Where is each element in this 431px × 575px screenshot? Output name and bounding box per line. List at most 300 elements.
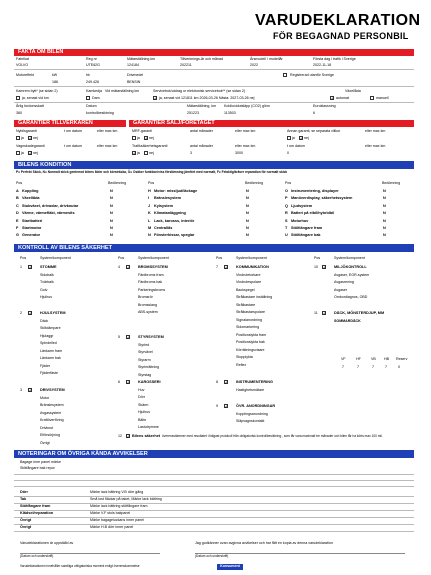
new-car-km-label: eller max km [97, 129, 118, 133]
control-item: Backspegel [236, 287, 255, 292]
tyre-col-vb: VB [371, 357, 376, 361]
control-group-num: 3 [20, 388, 22, 392]
control-item: Bälte [138, 417, 147, 422]
condition-item-label: Motorhuv [291, 218, 309, 223]
control-item: Strålkastare inställning [236, 295, 273, 299]
condition-item-rating: N [246, 233, 249, 238]
facts-label-manuf: Tillverknings-år och månad [180, 57, 224, 61]
control-group-num: 5 [118, 335, 120, 339]
condition-item-label: Centrallås [154, 226, 173, 230]
safety-checkbox[interactable] [126, 434, 130, 438]
control-item: Avgaser, EGR-system [334, 272, 370, 277]
ctrl-sys-1: System/komponent [40, 256, 71, 260]
chain-checkbox[interactable] [86, 96, 90, 100]
condition-item: A [16, 189, 19, 193]
control-item: Länkarm bak [40, 356, 61, 360]
condition-item-rating: N [110, 211, 113, 216]
note-row-label: Dörr [20, 490, 29, 494]
control-group-num: 11 [314, 311, 318, 315]
ctrl-pos-4: Pos [314, 256, 321, 260]
facts-label-odo: Mätarställning km [127, 57, 156, 61]
control-item: Tvärbalk [40, 280, 54, 284]
traffic-no-checkbox[interactable] [144, 151, 148, 155]
safety-num: 12 [118, 434, 122, 438]
condition-item-label: Stubväxel, drivaxlar, drivknutar [22, 203, 79, 208]
control-item: Styrväxel [138, 350, 153, 354]
control-item: SOMMARDÄCK [334, 318, 361, 323]
note-row-divider [14, 496, 414, 497]
facts-label-reg: Reg nr [86, 57, 97, 61]
damage-no-checkbox[interactable] [28, 151, 32, 155]
condition-item-label: Klimatanläggning [154, 211, 186, 216]
control-item: Avgaser [334, 287, 348, 292]
condition-item-rating: N [383, 196, 386, 201]
condition-item-rating: N [246, 211, 249, 216]
belt-yes-checkbox[interactable] [16, 96, 20, 100]
damage-no-label: nej [33, 151, 38, 155]
damage-yes-checkbox[interactable] [16, 151, 20, 155]
control-item: Hjulhus [138, 410, 150, 414]
control-item: Stopplykta [236, 355, 253, 359]
control-item: Kraftöverföring [40, 418, 64, 422]
facts-odo2: 251223 [187, 111, 199, 115]
note-row-divider [14, 524, 414, 525]
other-yes-checkbox[interactable] [287, 136, 291, 140]
control-item: Stötdämpare [40, 326, 61, 330]
mrf-months-label: antal månader [190, 129, 213, 133]
ctrl-sys-4: System/komponent [334, 256, 365, 260]
condition-item-label: Ljudsystem [291, 203, 313, 208]
traffic-no-label: nej [149, 151, 154, 155]
note-row-divider [14, 517, 414, 518]
note-row-label: Övrigt [20, 518, 32, 522]
facts-label-year: Årsmodell / modellår [250, 57, 283, 61]
tyre-hb: 7 [385, 365, 387, 369]
condition-item-label: Instrumentering, displayer [291, 189, 339, 193]
other-no-label: nej [304, 136, 309, 140]
new-car-no-label: nej [33, 136, 38, 140]
facts-label-power: Motoreffekt [16, 73, 34, 77]
condition-item-rating: N [383, 233, 386, 238]
note-row-label: Klädsel/reparation [20, 511, 54, 515]
damage-warranty-label: Vagnskadegaranti [16, 144, 45, 148]
gear-manual-label: manuell [376, 96, 389, 100]
control-group-title: KOMMUNIKATION [236, 265, 269, 269]
control-item: Huv [138, 387, 145, 392]
control-group-title: STYRSYSTEM [138, 335, 164, 339]
document-subtitle: FÖR BEGAGNAD PERSONBIL [273, 31, 409, 41]
control-item: Golv [40, 287, 48, 292]
control-item: Släpvagnskontakt [236, 419, 265, 423]
condition-item-rating: N [383, 211, 386, 216]
control-item: Ombordiagnos, OBD [334, 295, 368, 299]
facts-label-date: Datum [86, 104, 97, 108]
control-item: Färdbroms bak [138, 280, 163, 284]
condition-item-rating: N [246, 218, 249, 223]
damage-date-label: t om datum [64, 144, 82, 148]
facts-odo: 124184 [127, 63, 139, 67]
ctrl-pos-2: Pos [118, 256, 125, 260]
control-item: Styrled [138, 342, 150, 347]
condition-item: U [285, 233, 288, 238]
control-group-title: KAROSSERI [138, 380, 161, 384]
facts-label-kw: kW [52, 73, 58, 77]
cond-col3-pos: Pos [285, 181, 292, 185]
new-car-yes-checkbox[interactable] [16, 136, 20, 140]
control-item: Elförsörjning [40, 433, 60, 437]
control-group-title: ÖVR. ANORDNINGAR [236, 404, 276, 408]
condition-item: P [285, 196, 288, 201]
facts-label-belt: Kamrem bytt* (se sidan 2) [16, 89, 58, 93]
control-group-checkbox[interactable] [322, 311, 326, 315]
gear-auto-checkbox[interactable] [330, 96, 334, 100]
control-item: Kopplingsanordning [236, 411, 268, 416]
note-row-label: Stötfångare fram [20, 504, 51, 508]
traffic-months-label: antal månader [190, 144, 213, 148]
note-row-value: Märke H.B dörr inner panel [90, 525, 134, 529]
condition-item-label: Batteri på elbil/hybridbil [291, 211, 335, 216]
facts-label-chain: Kamkedja [86, 89, 102, 93]
other-warranty-label: Annan garanti, se separata villkor [287, 129, 341, 133]
facts-tax: 360 [16, 111, 22, 115]
condition-item-label: Växellåda [22, 196, 40, 201]
facts-label-hk: hk [86, 73, 90, 77]
gear-manual-checkbox[interactable] [370, 96, 374, 100]
traffic-km2-label: eller max km [365, 144, 386, 148]
condition-item-label: Startmotor [22, 226, 42, 230]
condition-item-rating: N [383, 189, 386, 193]
registered-abroad-checkbox[interactable] [283, 73, 287, 77]
control-item: Fjäderfäste [40, 371, 58, 375]
note-row-divider [14, 531, 414, 532]
note-row-label: Tak [20, 497, 27, 501]
condition-item: Q [285, 203, 288, 208]
new-car-warranty-label: Nybilsgaranti [16, 129, 37, 133]
control-group-num: 1 [20, 265, 22, 269]
condition-item: N [148, 233, 151, 238]
condition-item-label: Fönsterhissar, speglar [154, 233, 195, 238]
control-header: KONTROLL AV BILENS SÄKERHET [14, 244, 414, 252]
footer-text: Varudeklarationen innehåller samtliga obligatoriska moment enligt överenskommelse [20, 564, 140, 568]
condition-item-label: Lack, karosss, interiör [154, 218, 195, 223]
tyre-reserv: 0 [398, 365, 400, 369]
traffic-yes-label: ja [137, 151, 140, 155]
control-item: Bromsrör [138, 295, 153, 299]
control-group-title: INSTRUMENTERING [236, 380, 273, 384]
safety-text: överensstämmer med resultatet i tidigast protokoll från obligatorisk kontrollbesiktning , som får vara maximalt tre månader och bilen får ha körts max 100 mil. [162, 433, 383, 438]
control-group-checkbox[interactable] [126, 265, 130, 269]
other-no-checkbox[interactable] [299, 136, 303, 140]
note-row-divider [14, 510, 414, 511]
condition-item-label: Värme, värmefläkt, värmesits [22, 211, 75, 216]
cond-col3-bed: Bedömning [382, 181, 401, 185]
condition-item-rating: N [110, 196, 113, 201]
condition-item-rating: N [110, 189, 113, 193]
tyre-col-hf: HF [356, 357, 361, 361]
control-group-title: DÄCK, MÖNSTERDJUP, MM [334, 311, 385, 315]
condition-item: M [148, 226, 152, 230]
ctrl-sys-3: System/komponent [236, 256, 267, 260]
ctrl-sys-2: System/komponent [138, 256, 169, 260]
mrf-yes-label: ja [137, 136, 140, 140]
safety-label: Bilens säkerhet [132, 434, 161, 438]
belt-yes-label: ja, senast vid km [22, 96, 49, 100]
condition-item-rating: N [383, 226, 386, 230]
condition-item: F [16, 226, 19, 230]
control-group-title: BROMSSYSTEM [138, 265, 168, 269]
control-item: Lastutrymme [138, 425, 159, 429]
traffic-yes-checkbox[interactable] [132, 151, 136, 155]
control-item: Spindelled [40, 341, 57, 345]
ctrl-pos-3: Pos [216, 256, 223, 260]
note-line-1: Bagage inne panel märke [20, 460, 61, 464]
ctrl-pos-1: Pos [20, 256, 27, 260]
condition-item: H [148, 189, 151, 193]
tyre-col-reserv: Reserv [396, 357, 408, 361]
note-row-label: Övrigt [20, 525, 32, 529]
condition-item-rating: N [110, 226, 113, 230]
control-item: Länkarm fram [40, 348, 63, 353]
condition-item-label: Stöltlängare bak [291, 233, 321, 238]
tyre-hf: 7 [357, 365, 359, 369]
traffic-km: 3000 [235, 151, 243, 155]
tyre-col-vf: VF [341, 357, 346, 361]
traffic-months: 3 [190, 151, 192, 155]
control-item: Sidobalk [40, 272, 54, 277]
facts-hk: 249.426 [86, 80, 99, 84]
condition-item-label: Startbatteri [22, 218, 43, 223]
note-row-value: Märke V.F stols bakpanel [90, 511, 131, 515]
condition-item: B [16, 196, 19, 201]
tyre-vb: 7 [372, 365, 374, 369]
control-group-num: 8 [216, 380, 218, 384]
facts-fuel: BENSIN [127, 80, 141, 84]
traffic-date-label: t om datum [287, 144, 305, 148]
control-item: Fjäder [40, 363, 51, 368]
control-item: Avgassystem [40, 410, 62, 415]
facts-label-abroad: Registrerad utanför Sverige [290, 73, 334, 77]
consumer-button[interactable]: Konsument [217, 564, 243, 570]
facts-label-co2: Koldioxidutsläpp (CO2) g/km [224, 104, 270, 108]
other-km-label: eller max km [365, 129, 386, 133]
control-group-title: HJULSYSTEM [40, 311, 66, 315]
control-group-checkbox[interactable] [224, 380, 228, 384]
control-item: Strålkastarspolare [236, 310, 265, 314]
control-item: Skärm [138, 402, 149, 407]
facts-label-gearbox: Växellåda [345, 89, 361, 93]
condition-item-rating: N [383, 203, 386, 208]
control-item: Signalanordning [236, 317, 262, 322]
control-item: Positionslykta fram [236, 332, 267, 337]
condition-item: R [285, 211, 288, 216]
tyre-col-hb: HB [384, 357, 389, 361]
sign-left-label: Varudeklarationen är uppställd av [20, 541, 74, 545]
control-group-title: MILJÖKONTROLL [334, 265, 367, 269]
control-group-num: 7 [216, 265, 218, 269]
control-group-checkbox[interactable] [28, 265, 32, 269]
facts-co2: 113503 [224, 111, 236, 115]
condition-item: S [285, 218, 288, 223]
condition-item-rating: N [246, 226, 249, 230]
control-item: Sidomarkering [236, 325, 260, 329]
tyre-vf: 7 [342, 365, 344, 369]
traffic-date: 0 [287, 151, 289, 155]
condition-header: BILENS KONDITION [14, 161, 414, 169]
control-group-num: 9 [216, 404, 218, 408]
condition-item: L [148, 218, 151, 223]
note-row-value: Märke lack bättring stötfångare fram [90, 504, 148, 508]
condition-item: O [285, 189, 288, 193]
note-row-divider [14, 503, 414, 504]
sign-left-caption: (Datum och underskrift) [20, 554, 54, 558]
condition-item-label: Koppling [22, 189, 39, 193]
condition-item-rating: N [383, 218, 386, 223]
cond-col2-bed: Bedömning [245, 181, 264, 185]
control-group-checkbox[interactable] [126, 380, 130, 384]
condition-item-rating: N [246, 203, 249, 208]
sign-right-label: Jag godkänner ovan avgivna avvikelser och har fått en kopia av denna varudeklaration [195, 541, 333, 545]
condition-item: K [148, 211, 151, 216]
control-group-num: 10 [314, 265, 318, 269]
condition-item-rating: N [246, 189, 249, 193]
condition-item: E [16, 218, 19, 223]
facts-manuf: 202211 [180, 63, 192, 67]
control-item: Styrinrättning [138, 365, 160, 369]
control-group-num: 4 [118, 265, 120, 269]
condition-item-label: Motor: missljud/läckage [154, 189, 198, 193]
facts-label-service: Servicebok/utdrag ur elektronisk servicebok** (se sidan 2) [153, 89, 246, 93]
note-row-value: Små lost fläckar på taket, Märke lack bättring [90, 497, 162, 501]
control-item: Hjulhus [40, 295, 52, 299]
control-item: Parkeringsbroms [138, 287, 166, 292]
mrf-yes-checkbox[interactable] [132, 136, 136, 140]
condition-item-label: Manöverdisplay, säkerhetssystem [291, 196, 353, 201]
control-item: Färdbroms fram [138, 272, 164, 277]
traffic-km-label: eller max km [235, 144, 256, 148]
facts-label-euro: Euroklassning [313, 104, 336, 108]
facts-header: FAKTA OM BILEN [14, 49, 414, 56]
condition-item: C [16, 203, 19, 208]
gear-auto-label: automat [336, 96, 349, 100]
condition-item-rating: N [110, 203, 113, 208]
control-group-checkbox[interactable] [224, 404, 228, 408]
facts-label-tax: Årlig fordonsskatt [16, 104, 44, 108]
traffic-label: Trafiksäkerhetsgaranti [132, 144, 168, 148]
control-item: Körriktningsvisare [236, 347, 265, 352]
control-item: Styrstag [138, 372, 152, 377]
facts-label-odo2: Mätarställning, km [187, 104, 217, 108]
control-item: Däck [40, 318, 49, 323]
new-car-yes-label: ja [21, 136, 24, 140]
control-group-title: STOMME [40, 265, 57, 269]
control-group-checkbox[interactable] [322, 265, 326, 269]
condition-item: J [148, 203, 151, 208]
control-group-checkbox[interactable] [28, 311, 32, 315]
control-item: Styrarm [138, 357, 151, 362]
sign-right-caption: (Datum och underskrift) [195, 554, 229, 558]
control-item: Motor [40, 395, 50, 400]
control-item: Vindrutetorkare [236, 272, 261, 277]
control-group-title: DRIVSYSTEM [40, 388, 65, 392]
condition-item-label: Stöltlängare fram [291, 226, 323, 230]
control-item: Bränslesystem [40, 403, 64, 407]
control-group-checkbox[interactable] [126, 335, 130, 339]
control-group-num: 2 [20, 311, 22, 315]
facts-kw: 186 [52, 80, 58, 84]
mrf-no-checkbox[interactable] [144, 136, 148, 140]
control-item: Hastighetsmätare [236, 387, 265, 392]
facts-euro: 6 [313, 111, 315, 115]
mrf-label: MRF-garanti [132, 129, 152, 133]
warranty-manufacturer-header: GARANTIER TILLVERKAREN [14, 120, 126, 127]
condition-item-label: Kylsystem [154, 203, 173, 208]
control-item: ABS-system [138, 310, 158, 314]
document-title: VARUDEKLARATION [255, 12, 421, 29]
facts-year: 2022 [250, 63, 258, 67]
facts-label-make: Fabrikat [16, 57, 29, 61]
facts-make: VOLVO [16, 63, 29, 67]
facts-reg: UTE62G [86, 63, 100, 67]
condition-item: I [148, 196, 150, 201]
new-car-date-label: t om datum [64, 129, 82, 133]
mrf-km-label: eller max km [235, 129, 256, 133]
note-line-2: Stötfångare bak repor [20, 466, 55, 470]
condition-item-rating: N [110, 218, 113, 223]
notes-header: NOTERINGAR OM ÖVRIGA KÄNDA AVVIKELSER [14, 450, 414, 458]
facts-label-first: Första dag i trafik i Sverige [313, 57, 356, 61]
condition-item: D [16, 211, 19, 216]
control-group-checkbox[interactable] [28, 388, 32, 392]
warranty-seller-header: GARANTIER SÄLJ/FÖRETAGET [129, 120, 414, 127]
facts-first: 2022-11-18 [313, 63, 332, 67]
facts-inspection: kontrollbesiktning [86, 111, 114, 115]
cond-col2-pos: Pos [148, 181, 155, 185]
control-item: Drivknut [40, 425, 54, 430]
condition-item-label: Generator [22, 233, 41, 238]
control-item: Hjulaggr [40, 333, 54, 338]
cond-col1-pos: Pos [16, 181, 23, 185]
condition-item: T [285, 226, 288, 230]
cond-col1-bed: Bedömning [108, 181, 127, 185]
control-group-checkbox[interactable] [224, 265, 228, 269]
control-item: Avgasrening [334, 280, 354, 284]
control-item: Strålkastare [236, 302, 256, 307]
mrf-no-label: nej [149, 136, 154, 140]
other-yes-label: ja [292, 136, 295, 140]
control-item: Övrigt [40, 440, 50, 445]
new-car-no-checkbox[interactable] [28, 136, 32, 140]
damage-yes-label: ja [21, 151, 24, 155]
note-row-value: Märke bagageluckans inner panel [90, 518, 144, 522]
control-item: Dörr [138, 395, 145, 399]
damage-km-label: eller max km [97, 144, 118, 148]
control-item: Positionslykta bak [236, 340, 265, 344]
facts-label-beltkm: Vid mätarställning km [105, 89, 140, 93]
condition-item-rating: N [246, 196, 249, 201]
condition-legend: P= Perfekt Skick, N= Normalt skick gentemot bilens ålder och körsträcka, Ö= Osäker funktion/viss förslämning jämfört med normalt, F= Felaktig/kräver reparation för normalt skick [16, 170, 288, 174]
control-item: Vindrutespolare [236, 280, 262, 284]
service-text: ja, senast vid 121811 km 2026-03-26 Nästa: 2027-03-26 nej [159, 96, 255, 100]
control-item: Reflex [236, 362, 247, 367]
condition-item: G [16, 233, 19, 238]
service-yes-checkbox[interactable] [153, 96, 157, 100]
facts-label-fuel: Drivmedel [127, 73, 144, 77]
control-group-num: 6 [118, 380, 120, 384]
condition-item-rating: N [110, 233, 113, 238]
control-item: Bromsslang [138, 302, 157, 307]
chain-label: Dam [92, 96, 100, 100]
note-row-value: Märke lack bättring V.B dörr gång [90, 490, 144, 494]
